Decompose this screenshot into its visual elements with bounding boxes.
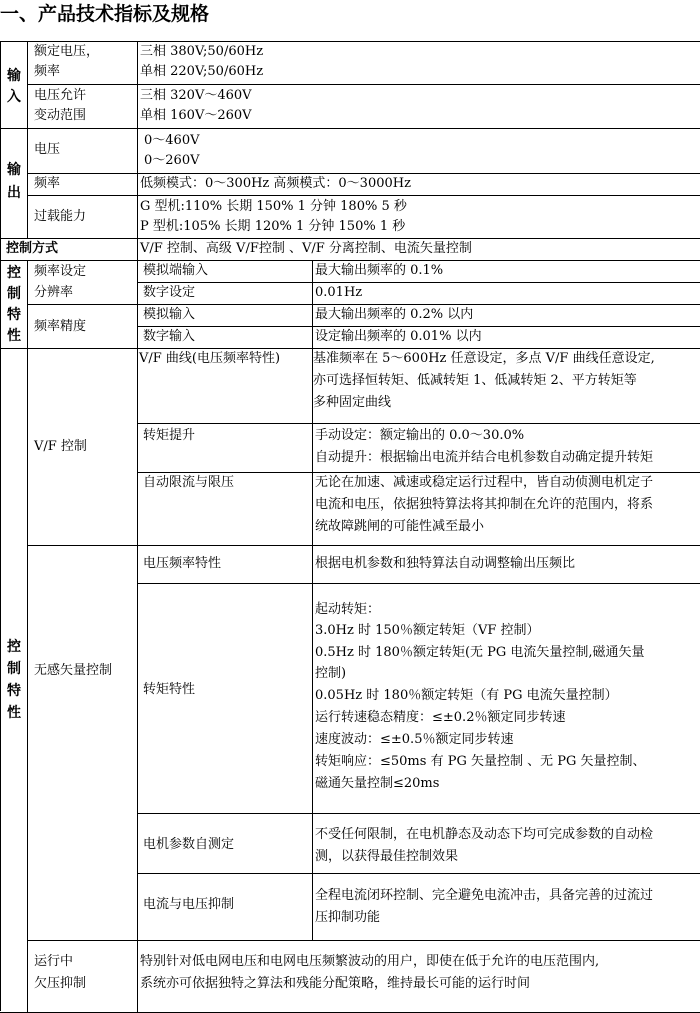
input-rated-value-2: 单相 220V;50/60Hz [140,64,264,79]
freq-accuracy-analog-value [313,305,700,327]
control-char-1-label-2: 制 [7,286,21,302]
vf-curve-line-2: 亦可选择恒转矩、低减转矩 1、低减转矩 2、平方转矩等 [313,373,637,388]
vf-ratio-item [138,546,313,584]
output-overload-values [138,196,700,239]
output-overload-value-1: G 型机:110% 长期 150% 1 分钟 180% 5 秒 [140,199,407,214]
digital-accuracy-label: 数字输入 [143,329,196,344]
input-rated-values [138,41,700,85]
freq-resolution-name-2: 分辨率 [34,285,74,300]
undervoltage-value [138,941,700,1013]
input-range-value-1: 三相 320V～460V [140,88,252,103]
freq-resolution-name-1: 频率设定 [34,264,87,279]
motor-autotune-label: 电机参数自测定 [143,837,235,852]
sensorless-name-cell [28,546,138,941]
input-label-2: 入 [7,89,21,105]
output-voltage-value-1: 0～460V [144,133,200,148]
vf-curve-line-3: 多种固定曲线 [313,395,392,410]
input-section-label [0,41,28,129]
freq-accuracy-name-cell [28,305,138,349]
vf-ratio-label: 电压频率特性 [143,556,222,571]
motor-autotune-item [138,814,313,874]
auto-limit-label: 自动限流与限压 [143,475,235,490]
output-overload-value-2: P 型机:105% 长期 120% 1 分钟 150% 1 秒 [140,219,406,234]
output-voltage-value-2: 0～260V [144,153,200,168]
vf-control-name-cell [28,349,138,546]
control-char-2-label-4: 性 [7,705,21,721]
output-section-label [0,129,28,239]
input-rated-value-1: 三相 380V;50/60Hz [140,44,264,59]
undervoltage-name-cell [28,941,138,1013]
output-frequency-value: 低频模式：0～300Hz 高频模式：0～3000Hz [140,176,411,191]
output-row-voltage [28,129,138,174]
input-range-name-1: 电压允许 [34,88,87,103]
auto-limit-value [313,473,700,546]
freq-accuracy-digital-value [313,327,700,349]
vf-curve-item [138,349,313,424]
input-label-1: 输 [7,68,21,84]
vf-curve-label: V/F 曲线(电压频率特性) [139,351,281,366]
digital-setting-label: 数字设定 [143,285,196,300]
input-row-range [28,85,138,129]
undervoltage-name-1: 运行中 [34,954,74,969]
control-char-1-label-4: 性 [7,328,21,344]
current-voltage-line-2: 压抑制功能 [315,910,381,925]
undervoltage-name-2: 欠压抑制 [34,976,87,991]
input-range-name-2: 变动范围 [34,108,87,123]
analog-input-value: 最大输出频率的 0.1% [315,263,444,278]
auto-limit-line-3: 统故障跳闸的可能性减至最小 [315,519,485,534]
control-char-2-label-3: 特 [7,683,21,699]
torque-char-line-6: 运行转速稳态精度：≤±0.2％额定同步转速 [315,710,566,725]
freq-accuracy-analog-item [138,305,313,327]
control-mode-value-cell [138,239,700,261]
vf-control-name: V/F 控制 [34,439,87,454]
control-mode-value: V/F 控制、高级 V/F控制 、V/F 分离控制、电流矢量控制 [140,241,472,256]
output-row-frequency [28,174,138,196]
control-char-2-label [0,349,28,1013]
torque-char-item [138,584,313,814]
motor-autotune-value [313,814,700,874]
input-range-value-2: 单相 160V～260V [140,108,252,123]
analog-accuracy-label: 模拟输入 [143,307,196,322]
page-title: 一、产品技术指标及规格 [0,3,210,25]
freq-resolution-digital-value [313,283,700,305]
analog-input-label: 模拟端输入 [143,263,209,278]
torque-boost-value [313,424,700,473]
input-rated-name-2: 频率 [34,64,61,79]
freq-resolution-digital-item [138,283,313,305]
freq-resolution-name-cell [28,261,138,305]
freq-accuracy-name: 频率精度 [34,319,87,334]
control-char-2-label-2: 制 [7,661,21,677]
digital-accuracy-value: 设定输出频率的 0.01% 以内 [315,329,482,344]
digital-setting-value: 0.01Hz [315,285,363,300]
control-char-1-label [0,261,28,349]
vf-curve-value [313,349,700,424]
output-frequency-name: 频率 [34,176,61,191]
vf-curve-line-1: 基准频率在 5～600Hz 任意设定，多点 V/F 曲线任意设定, [313,351,655,366]
sensorless-name: 无感矢量控制 [34,663,113,678]
motor-autotune-line-1: 不受任何限制，在电机静态及动态下均可完成参数的自动检 [315,827,654,842]
freq-resolution-analog-item [138,261,313,283]
torque-char-label: 转矩特性 [143,682,196,697]
freq-accuracy-digital-item [138,327,313,349]
spec-table [0,41,700,1011]
torque-boost-item [138,424,313,473]
torque-char-line-5: 0.05Hz 时 180％额定转矩（有 PG 电流矢量控制） [315,688,618,703]
input-range-values [138,85,700,129]
output-overload-name: 过载能力 [34,209,87,224]
control-mode-label: 控制方式 [6,241,59,256]
torque-char-line-3: 0.5Hz 时 180％额定转矩(无 PG 电流矢量控制,磁通矢量 [315,645,645,660]
analog-accuracy-value: 最大输出频率的 0.2% 以内 [315,307,474,322]
freq-resolution-analog-value [313,261,700,283]
control-mode-label-cell [0,239,138,261]
current-voltage-item [138,874,313,941]
current-voltage-line-1: 全程电流闭环控制、完全避免电流冲击，具备完善的过流过 [315,888,654,903]
control-char-1-label-3: 特 [7,307,21,323]
vf-ratio-value [313,546,700,584]
auto-limit-item [138,473,313,546]
current-voltage-label: 电流与电压抑制 [143,897,235,912]
torque-boost-label: 转矩提升 [143,428,196,443]
control-char-1-label-1: 控 [7,265,21,281]
torque-boost-line-1: 手动设定：额定输出的 0.0～30.0% [315,428,525,443]
torque-boost-line-2: 自动提升：根据输出电流并结合电机参数自动确定提升转矩 [315,450,654,465]
torque-char-line-1: 起动转矩： [315,602,381,617]
auto-limit-line-2: 电流和电压，依据独特算法将其抑制在允许的范围内，将系 [315,497,654,512]
input-row-rated [28,41,138,85]
current-voltage-value [313,874,700,941]
output-row-overload [28,196,138,239]
control-char-2-label-1: 控 [7,639,21,655]
output-label-1: 输 [7,162,21,178]
output-frequency-values [138,174,700,196]
torque-char-line-8: 转矩响应：≤50ms 有 PG 矢量控制 、无 PG 矢量控制、 [315,754,646,769]
torque-char-line-9: 磁通矢量控制≤20ms [315,776,440,791]
undervoltage-line-2: 系统亦可依据独特之算法和残能分配策略，维持最长可能的运行时间 [140,976,531,991]
auto-limit-line-1: 无论在加速、减速或稳定运行过程中，皆自动侦测电机定子 [315,475,654,490]
undervoltage-line-1: 特别针对低电网电压和电网电压频繁波动的用户，即使在低于允许的电压范围内, [140,954,600,969]
output-label-2: 出 [7,185,21,201]
output-voltage-name: 电压 [34,142,61,157]
input-rated-name-1: 额定电压， [34,44,100,59]
torque-char-line-2: 3.0Hz 时 150％额定转矩（VF 控制） [315,623,540,638]
vf-ratio-line: 根据电机参数和独特算法自动调整输出压频比 [315,556,576,571]
torque-char-line-7: 速度波动：≤±0.5％额定同步转速 [315,732,514,747]
output-voltage-values [138,129,700,174]
torque-char-line-4: 控制) [315,666,347,681]
motor-autotune-line-2: 测，以获得最佳控制效果 [315,849,459,864]
torque-char-value [313,584,700,814]
